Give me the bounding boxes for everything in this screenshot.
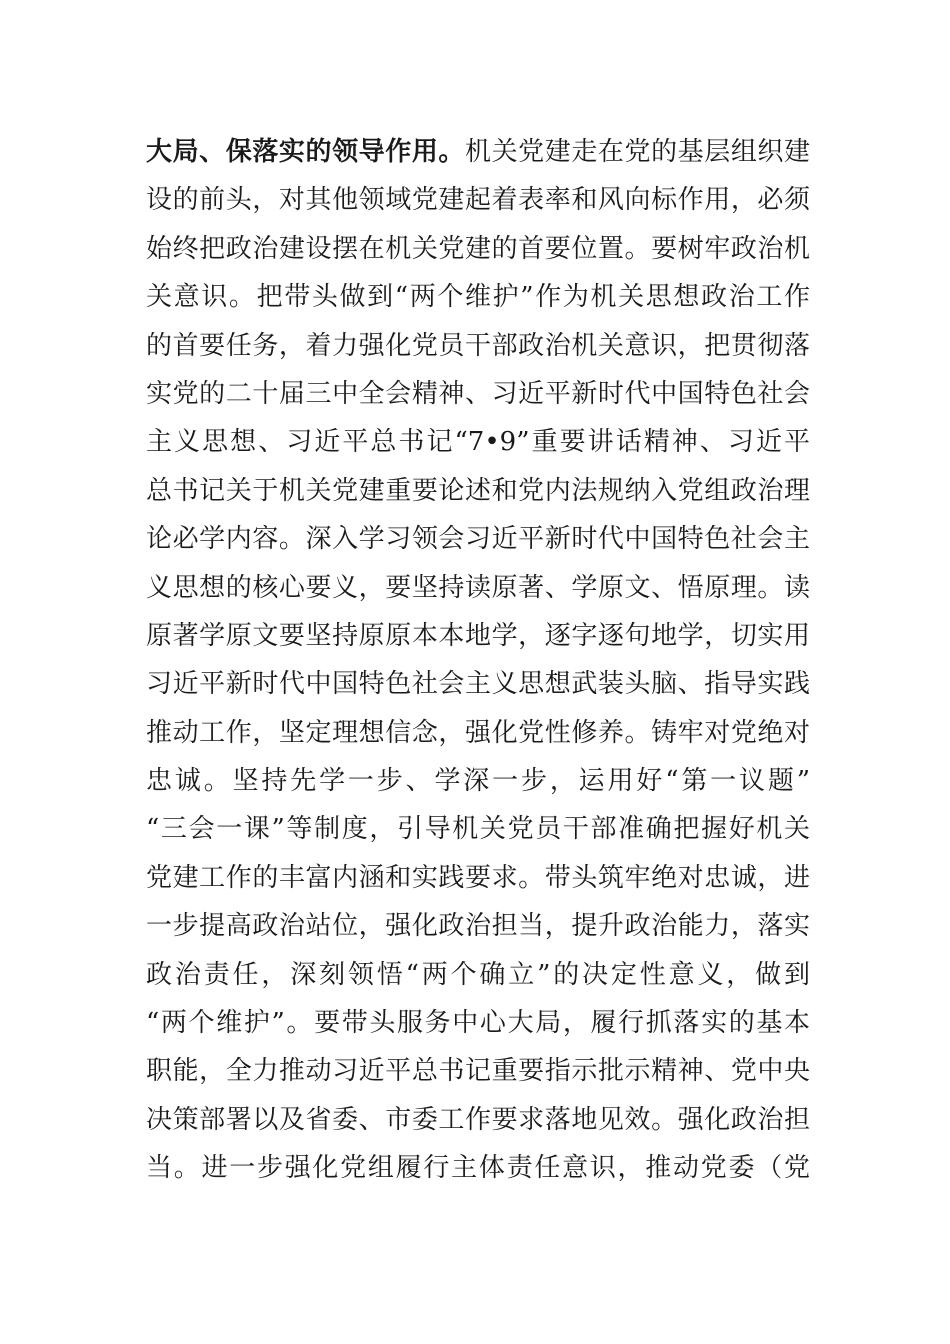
text-line: 当。进一步强化党组履行主体责任意识，推动党委（党 — [146, 1153, 810, 1184]
text-line — [146, 128, 810, 176]
text-line: 原著学原文要坚持原原本本地学，逐字逐句地学，切实用 — [146, 620, 810, 651]
text-line: 关意识。把带头做到“两个维护”作为机关思想政治工作 — [146, 282, 810, 313]
text-line: 设的前头，对其他领域党建起着表率和风向标作用，必须 — [146, 185, 810, 216]
text-line: 实党的二十届三中全会精神、习近平新时代中国特色社会 — [146, 378, 810, 409]
text-line: 推动工作，坚定理想信念，强化党性修养。铸牢对党绝对 — [146, 717, 810, 748]
text-line: 论必学内容。深入学习领会习近平新时代中国特色社会主 — [146, 524, 810, 555]
text-line: 党建工作的丰富内涵和实践要求。带头筑牢绝对忠诚，进 — [146, 862, 810, 893]
text-line: 始终把政治建设摆在机关党建的首要位置。要树牢政治机 — [146, 233, 810, 264]
text-line: 主义思想、习近平总书记“7•9”重要讲话精神、习近平 — [146, 427, 810, 458]
text-line: “三会一课”等制度，引导机关党员干部准确把握好机关 — [146, 814, 810, 845]
text-line: 义思想的核心要义，要坚持读原著、学原文、悟原理。读 — [146, 572, 810, 603]
body-text — [146, 128, 810, 1193]
text-line: 一步提高政治站位，强化政治担当，提升政治能力，落实 — [146, 911, 810, 942]
text-line: 的首要任务，着力强化党员干部政治机关意识，把贯彻落 — [146, 330, 810, 361]
text-line: 习近平新时代中国特色社会主义思想武装头脑、指导实践 — [146, 669, 810, 700]
text-line: 政治责任，深刻领悟“两个确立”的决定性意义，做到 — [146, 959, 810, 990]
lead-phrase: 大局、保落实的领导作用。 — [146, 137, 465, 167]
text-line: “两个维护”。要带头服务中心大局，履行抓落实的基本 — [146, 1008, 810, 1039]
text-line: 职能，全力推动习近平总书记重要指示批示精神、党中央 — [146, 1056, 810, 1087]
text-line: 忠诚。坚持先学一步、学深一步，运用好“第一议题” — [146, 766, 810, 797]
line-text: 机关党建走在党的基层组织建 — [465, 137, 810, 167]
text-line: 决策部署以及省委、市委工作要求落地见效。强化政治担 — [146, 1104, 810, 1135]
text-line: 总书记关于机关党建重要论述和党内法规纳入党组政治理 — [146, 475, 810, 506]
